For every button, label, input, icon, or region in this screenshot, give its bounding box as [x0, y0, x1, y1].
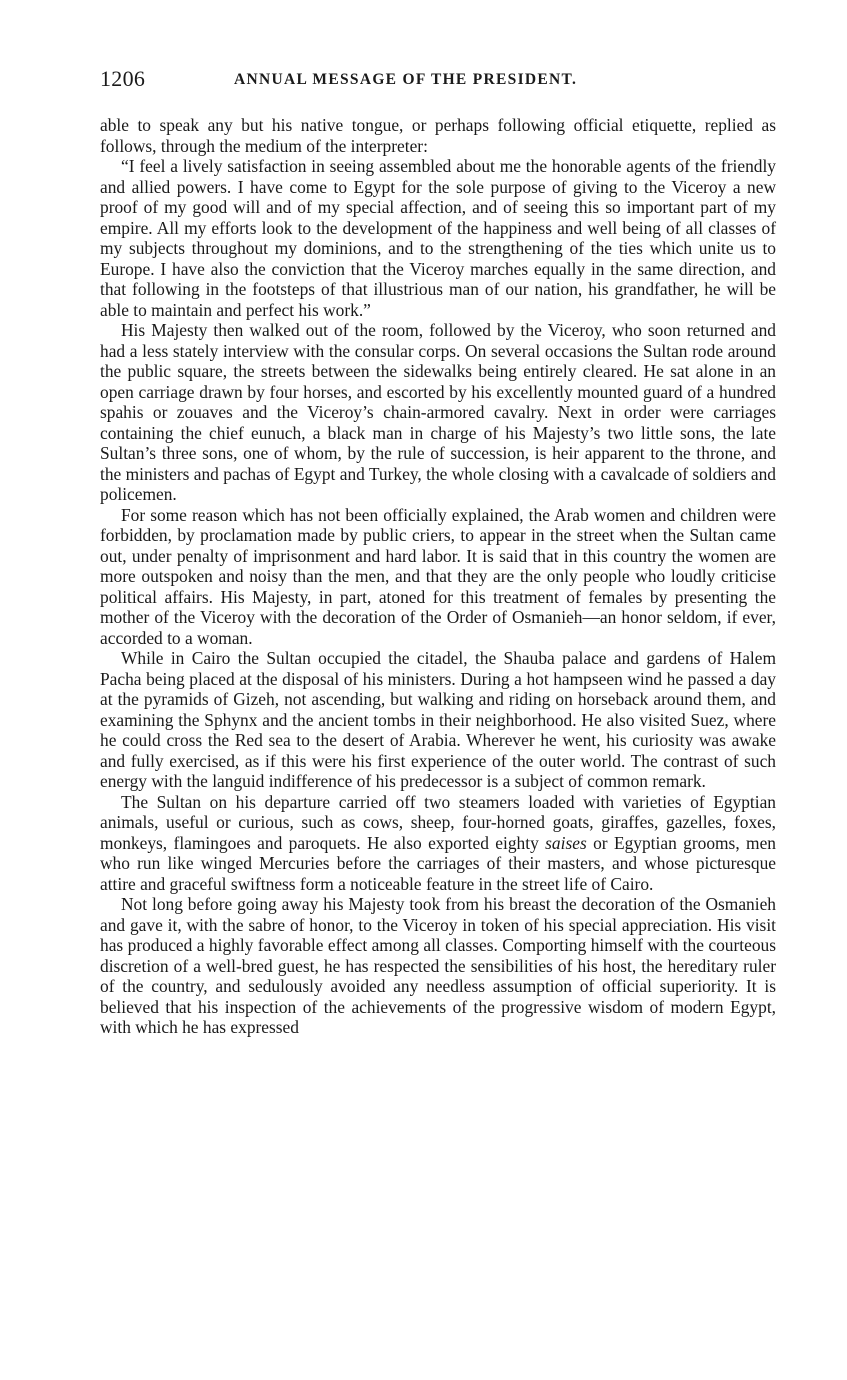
page-number: 1206 [100, 66, 146, 91]
running-header [100, 66, 780, 96]
paragraph-sultan-procession: His Majesty then walked out of the room, followed by the Viceroy, who soon returned and had a less stately interview with the consular corps. On several occasions the Sultan rode around the public square, the streets between the sidewalks being entirely cleared. He sat alone in an open carriage drawn by four horses, and escorted by his excellently mounted guard of a hundred spahis or zouaves and the Viceroy’s chain-armored cavalry. Next in order were carriages containing the chief eunuch, a black man in charge of his Majesty’s two little sons, the late Sultan’s three sons, one of whom, by the rule of succession, is heir apparent to the throne, and the ministers and pachas of Egypt and Turkey, the whole closing with a cavalcade of soldiers and policemen. [100, 320, 776, 504]
paragraph-departure-text-1: The Sultan on his departure carried off two steamers loaded with varieties of Egyptian animals, useful or curious, such as cows, sheep, four-horned goats, giraffes, gazelles, foxes, monkeys, flamingoes and paroquets. He also exported eighty [100, 791, 776, 853]
paragraph-departure-text-2: or Egyptian grooms, men who run like winged Mercuries before the carriages of their masters, and whose picturesque attire and graceful swiftness form a noticeable feature in the street life of Cairo. [100, 832, 776, 894]
paragraph-sultan-address: “I feel a lively satisfaction in seeing assembled about me the honorable agents of the friendly and allied powers. I have come to Egypt for the sole purpose of giving to the Viceroy a new proof of my good will and of my special affection, and of seeing this so important part of my empire. All my efforts look to the development of the happiness and well being of all classes of my subjects throughout my dominions, and to the strengthening of the ties which unite us to Europe. I have also the conviction that the Viceroy marches equally in the same direction, and that following in the footsteps of that illustrious man of our nation, his grandfather, he will be able to maintain and perfect his work.” [100, 156, 776, 320]
paragraph-cairo-visit: While in Cairo the Sultan occupied the citadel, the Shauba palace and gardens of Halem Pacha being placed at the disposal of his ministers. During a hot hampseen wind he passed a day at the pyramids of Gizeh, not ascending, but walking and riding on horseback around them, and examining the Sphynx and the ancient tombs in their neighborhood. He also visited Suez, where he could cross the Red sea to the desert of Arabia. Wherever he went, his curiosity was awake and fully exercised, as if this were his first experience of the outer world. The contrast of such energy with the languid indifference of his predecessor is a subject of common remark. [100, 648, 776, 791]
body-text [100, 115, 776, 1038]
running-title: ANNUAL MESSAGE OF THE PRESIDENT. [234, 71, 578, 88]
paragraph-decoration: Not long before going away his Majesty took from his breast the decoration of the Osmanieh and gave it, with the sabre of honor, to the Viceroy in token of his special appreciation. His visit has produced a highly favorable effect among all classes. Comporting himself with the courteous discretion of a well-bred guest, he has respected the sensibilities of his host, the hereditary ruler of the country, and sedulously avoided any needless assumption of official superiority. It is believed that his inspection of the achievements of the progressive wisdom of modern Egypt, with which he has expressed [100, 894, 776, 1037]
paragraph-continued: able to speak any but his native tongue, or perhaps following official etiquette, replied as follows, through the medium of the interpreter: [100, 115, 776, 156]
italic-word-saises: saises [545, 832, 587, 853]
paragraph-arab-women: For some reason which has not been officially explained, the Arab women and children were forbidden, by proclamation made by public criers, to appear in the street when the Sultan came out, under penalty of imprisonment and hard labor. It is said that in this country the women are more outspoken and noisy than the men, and that they are the only people who loudly criticise political affairs. His Majesty, in part, atoned for this treatment of females by presenting the mother of the Viceroy with the decoration of the Order of Osmanieh—an honor seldom, if ever, accorded to a woman. [100, 504, 776, 648]
paragraph-departure [100, 792, 776, 895]
